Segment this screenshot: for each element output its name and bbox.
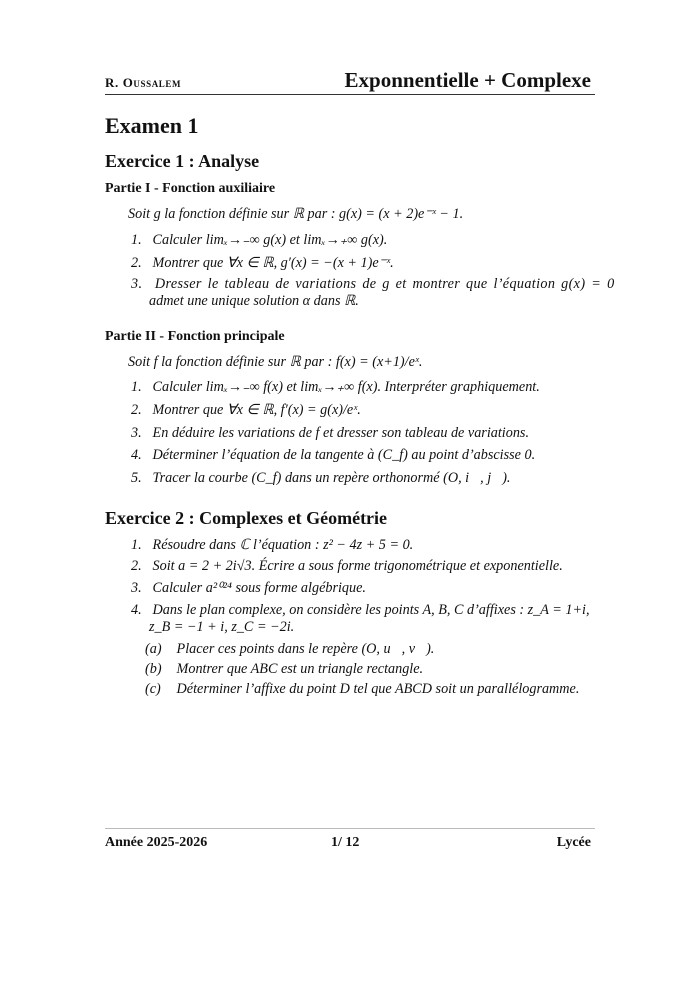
item-number: 3. — [131, 276, 143, 292]
footer-school: Lycée — [556, 835, 591, 850]
header-title: Exponnentielle + Complexe — [344, 68, 591, 92]
ex2-item-1 — [131, 537, 413, 554]
item-text: Calculer a²⁰²⁴ sous forme algébrique. — [152, 580, 366, 596]
ex2-item-3 — [131, 580, 366, 597]
item-number: 4. — [131, 602, 142, 618]
item-number: 3. — [131, 580, 142, 596]
item-text: Tracer la courbe (C_f) dans un repère orthonormé (O, i⃗, j⃗). — [152, 470, 511, 486]
exam-title: Examen 1 — [105, 113, 199, 138]
exercise1-title: Exercice 1 : Analyse — [105, 151, 260, 171]
ex2-item-4-cont: z_B = −1 + i, z_C = −2i. — [149, 619, 295, 635]
author-name: R. Oussalem — [105, 75, 182, 90]
item-number: 2. — [131, 402, 142, 418]
subitem-label: (a) — [145, 641, 162, 657]
item-text: Calculer limₓ→₋∞ f(x) et limₓ→₊∞ f(x). Interpréter graphiquement. — [152, 379, 540, 395]
part2-item-5 — [131, 470, 510, 487]
part2-intro: Soit f la fonction définie sur ℝ par : f(x) = (x+1)/eˣ. — [128, 354, 423, 370]
page-number: 1/ 12 — [331, 835, 360, 850]
part1-item-3 — [131, 276, 615, 293]
item-text: Déterminer l’équation de la tangente à (C_f) au point d’abscisse 0. — [152, 447, 536, 463]
exercise2-title: Exercice 2 : Complexes et Géométrie — [105, 508, 388, 528]
item-number: 2. — [131, 255, 142, 271]
page-footer — [105, 828, 595, 850]
item-number: 1. — [131, 379, 142, 395]
item-text: Dans le plan complexe, on considère les points A, B, C d’affixes : z_A = 1+i, — [152, 602, 590, 618]
item-text: Montrer que ∀x ∈ ℝ, f′(x) = g(x)/eˣ. — [152, 402, 361, 418]
part2-item-2 — [131, 402, 361, 419]
part1-intro: Soit g la fonction définie sur ℝ par : g(x) = (x + 2)e⁻ˣ − 1. — [128, 206, 464, 222]
part1-item-2 — [131, 255, 394, 272]
item-text: Dresser le tableau de variations de g et montrer que l’équation g(x) = 0 — [154, 276, 615, 292]
subitem-text: Montrer que ABC est un triangle rectangle. — [176, 661, 424, 677]
item-number: 5. — [131, 470, 142, 486]
part1-item-1 — [131, 232, 387, 249]
item-number: 1. — [131, 232, 142, 248]
page-header — [105, 70, 595, 95]
part1-title: Partie I - Fonction auxiliaire — [105, 181, 276, 196]
part2-title: Partie II - Fonction principale — [105, 329, 285, 344]
item-number: 1. — [131, 537, 142, 553]
part2-item-1 — [131, 379, 540, 396]
subitem-label: (b) — [145, 661, 162, 677]
subitem-text: Déterminer l’affixe du point D tel que ABCD soit un parallélogramme. — [176, 681, 580, 697]
item-text: En déduire les variations de f et dresser son tableau de variations. — [152, 425, 529, 441]
item-number: 3. — [131, 425, 142, 441]
ex2-item-2 — [131, 558, 563, 575]
ex2-subitem-a — [145, 641, 434, 658]
part2-item-3 — [131, 425, 529, 442]
ex2-item-4 — [131, 602, 590, 619]
footer-year: Année 2025-2026 — [105, 835, 208, 850]
item-number: 2. — [131, 558, 142, 574]
item-text: Montrer que ∀x ∈ ℝ, g′(x) = −(x + 1)e⁻ˣ. — [152, 255, 394, 271]
ex2-subitem-b — [145, 661, 423, 678]
item-text: Calculer limₓ→₋∞ g(x) et limₓ→₊∞ g(x). — [152, 232, 388, 248]
subitem-label: (c) — [145, 681, 161, 697]
subitem-text: Placer ces points dans le repère (O, u⃗, v⃗). — [176, 641, 435, 657]
item-text: Soit a = 2 + 2i√3. Écrire a sous forme trigonométrique et exponentielle. — [152, 558, 563, 574]
ex2-subitem-c — [145, 681, 579, 698]
part2-item-4 — [131, 447, 535, 464]
item-text: Résoudre dans ℂ l’équation : z² − 4z + 5 = 0. — [152, 537, 414, 553]
part1-item-3-cont: admet une unique solution α dans ℝ. — [149, 293, 359, 309]
item-number: 4. — [131, 447, 142, 463]
